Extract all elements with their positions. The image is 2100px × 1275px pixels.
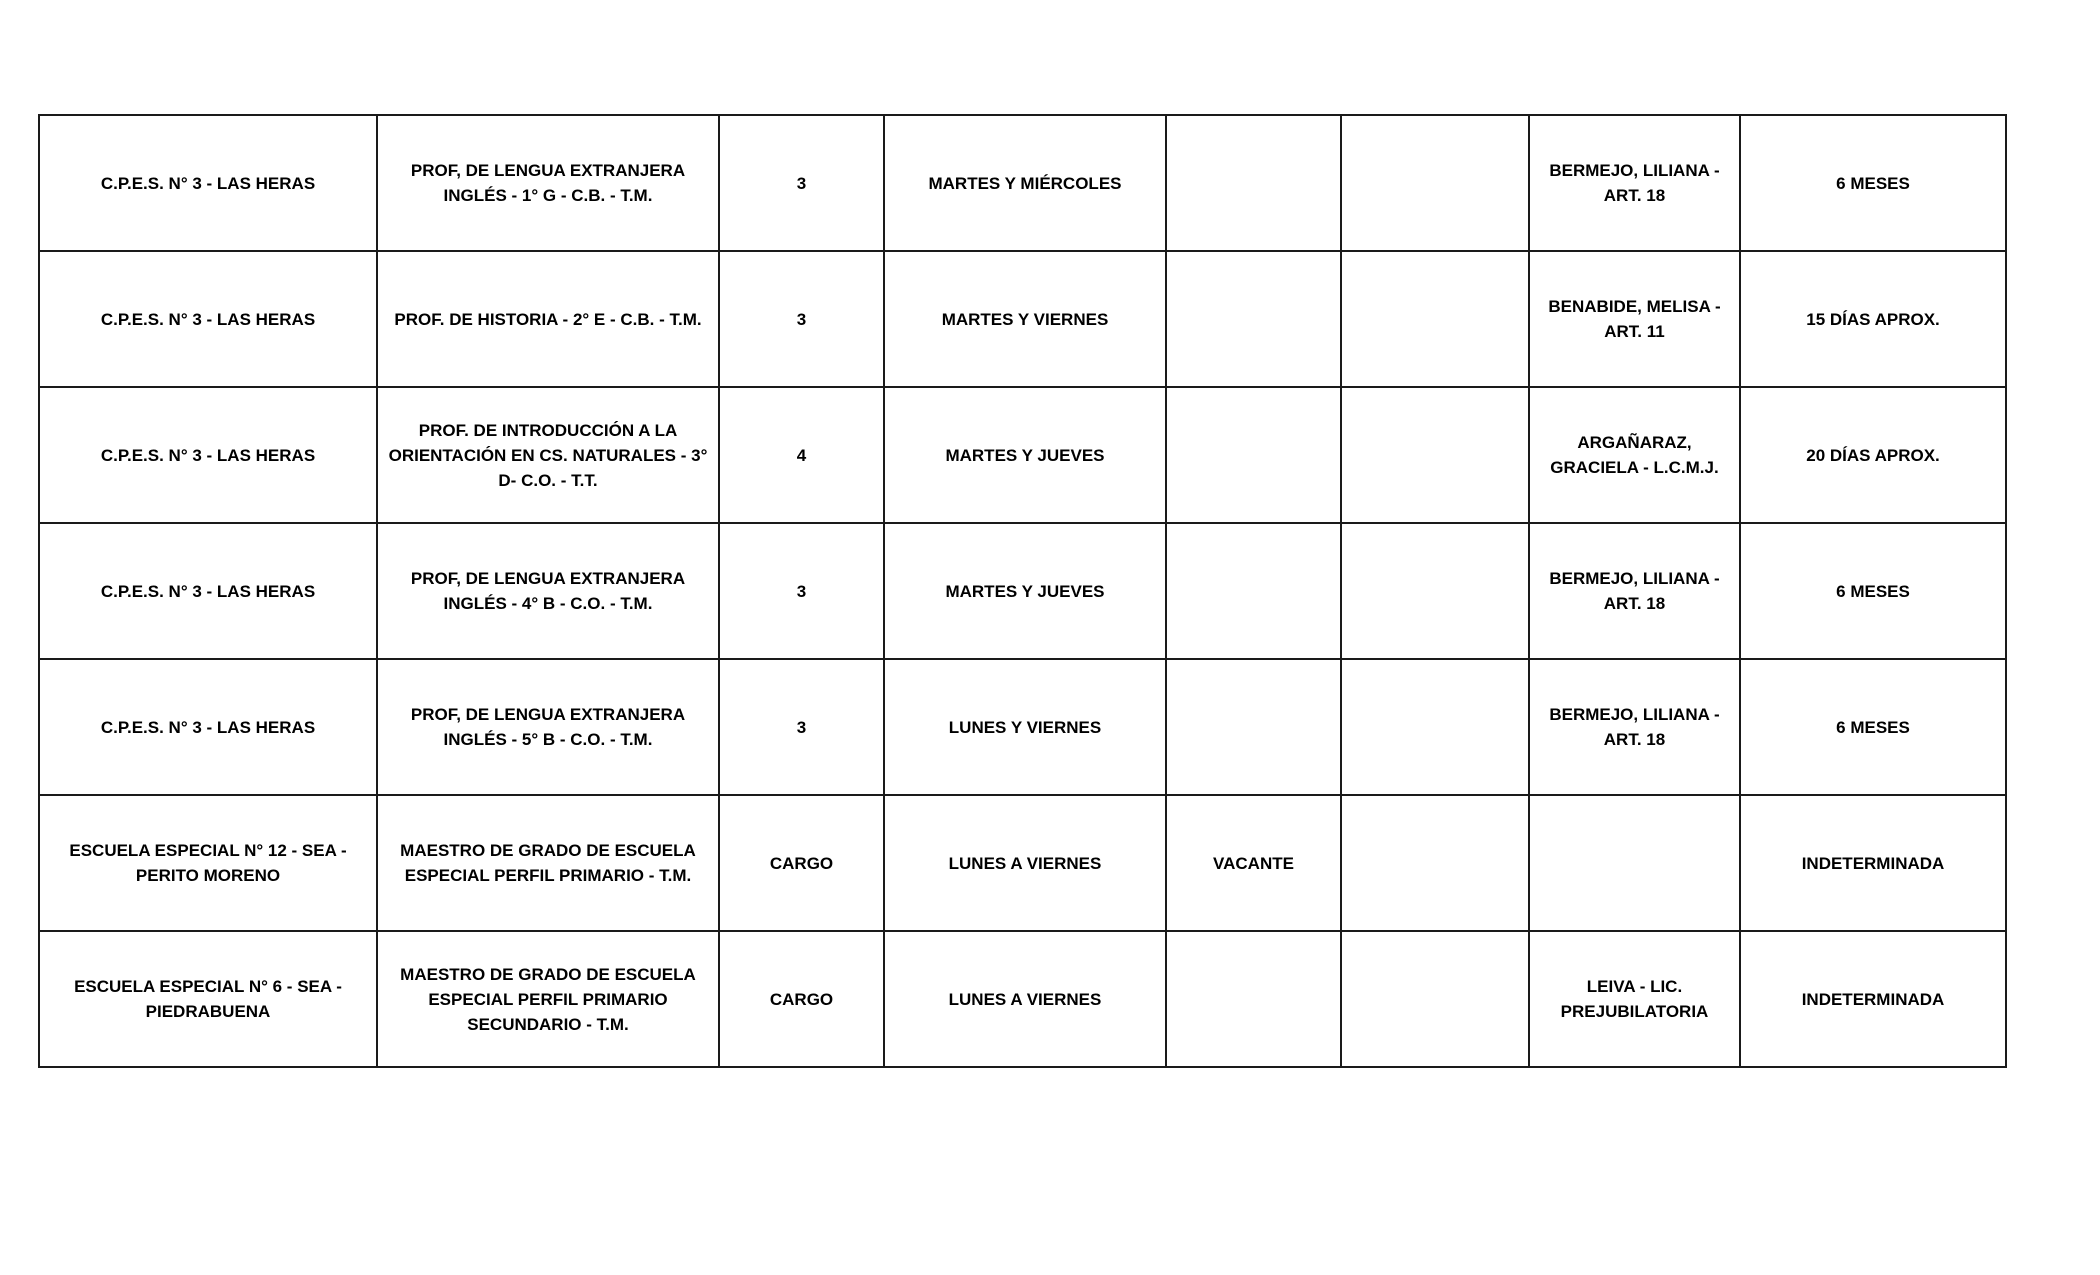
school-cell: C.P.E.S. N° 3 - LAS HERAS [39, 251, 377, 387]
position-cell: PROF, DE LENGUA EXTRANJERA INGLÉS - 4° B - C.O. - T.M. [377, 523, 719, 659]
hours-cell: 3 [719, 659, 884, 795]
duration-cell: 20 DÍAS APROX. [1740, 387, 2006, 523]
hours-cell: CARGO [719, 931, 884, 1067]
duration-cell: 6 MESES [1740, 659, 2006, 795]
status-cell: VACANTE [1166, 795, 1341, 931]
status-cell [1166, 387, 1341, 523]
extra-cell [1341, 387, 1529, 523]
table-row [39, 115, 2006, 251]
position-cell: MAESTRO DE GRADO DE ESCUELA ESPECIAL PERFIL PRIMARIO SECUNDARIO - T.M. [377, 931, 719, 1067]
duration-cell: 6 MESES [1740, 523, 2006, 659]
vacancy-table [38, 114, 2007, 1068]
days-cell: MARTES Y JUEVES [884, 387, 1166, 523]
position-cell: PROF, DE LENGUA EXTRANJERA INGLÉS - 1° G - C.B. - T.M. [377, 115, 719, 251]
extra-cell [1341, 931, 1529, 1067]
replaces-cell: BERMEJO, LILIANA - ART. 18 [1529, 659, 1740, 795]
status-cell [1166, 251, 1341, 387]
table-row [39, 523, 2006, 659]
table-row [39, 251, 2006, 387]
days-cell: MARTES Y JUEVES [884, 523, 1166, 659]
table-row [39, 659, 2006, 795]
extra-cell [1341, 251, 1529, 387]
extra-cell [1341, 659, 1529, 795]
extra-cell [1341, 115, 1529, 251]
hours-cell: CARGO [719, 795, 884, 931]
position-cell: MAESTRO DE GRADO DE ESCUELA ESPECIAL PERFIL PRIMARIO - T.M. [377, 795, 719, 931]
days-cell: LUNES Y VIERNES [884, 659, 1166, 795]
position-cell: PROF, DE LENGUA EXTRANJERA INGLÉS - 5° B - C.O. - T.M. [377, 659, 719, 795]
table-row [39, 387, 2006, 523]
position-cell: PROF. DE HISTORIA - 2° E - C.B. - T.M. [377, 251, 719, 387]
hours-cell: 3 [719, 523, 884, 659]
days-cell: MARTES Y VIERNES [884, 251, 1166, 387]
status-cell [1166, 659, 1341, 795]
replaces-cell: BERMEJO, LILIANA - ART. 18 [1529, 115, 1740, 251]
school-cell: ESCUELA ESPECIAL N° 12 - SEA - PERITO MORENO [39, 795, 377, 931]
school-cell: ESCUELA ESPECIAL N° 6 - SEA - PIEDRABUENA [39, 931, 377, 1067]
school-cell: C.P.E.S. N° 3 - LAS HERAS [39, 659, 377, 795]
duration-cell: 15 DÍAS APROX. [1740, 251, 2006, 387]
status-cell [1166, 523, 1341, 659]
hours-cell: 4 [719, 387, 884, 523]
position-cell: PROF. DE INTRODUCCIÓN A LA ORIENTACIÓN EN CS. NATURALES - 3° D- C.O. - T.T. [377, 387, 719, 523]
extra-cell [1341, 523, 1529, 659]
replaces-cell: LEIVA - LIC. PREJUBILATORIA [1529, 931, 1740, 1067]
table-row [39, 931, 2006, 1067]
replaces-cell: BENABIDE, MELISA - ART. 11 [1529, 251, 1740, 387]
replaces-cell [1529, 795, 1740, 931]
duration-cell: 6 MESES [1740, 115, 2006, 251]
table-row [39, 795, 2006, 931]
hours-cell: 3 [719, 115, 884, 251]
extra-cell [1341, 795, 1529, 931]
days-cell: LUNES A VIERNES [884, 931, 1166, 1067]
days-cell: MARTES Y MIÉRCOLES [884, 115, 1166, 251]
status-cell [1166, 931, 1341, 1067]
duration-cell: INDETERMINADA [1740, 931, 2006, 1067]
replaces-cell: ARGAÑARAZ, GRACIELA - L.C.M.J. [1529, 387, 1740, 523]
school-cell: C.P.E.S. N° 3 - LAS HERAS [39, 523, 377, 659]
replaces-cell: BERMEJO, LILIANA - ART. 18 [1529, 523, 1740, 659]
duration-cell: INDETERMINADA [1740, 795, 2006, 931]
school-cell: C.P.E.S. N° 3 - LAS HERAS [39, 115, 377, 251]
days-cell: LUNES A VIERNES [884, 795, 1166, 931]
hours-cell: 3 [719, 251, 884, 387]
school-cell: C.P.E.S. N° 3 - LAS HERAS [39, 387, 377, 523]
status-cell [1166, 115, 1341, 251]
